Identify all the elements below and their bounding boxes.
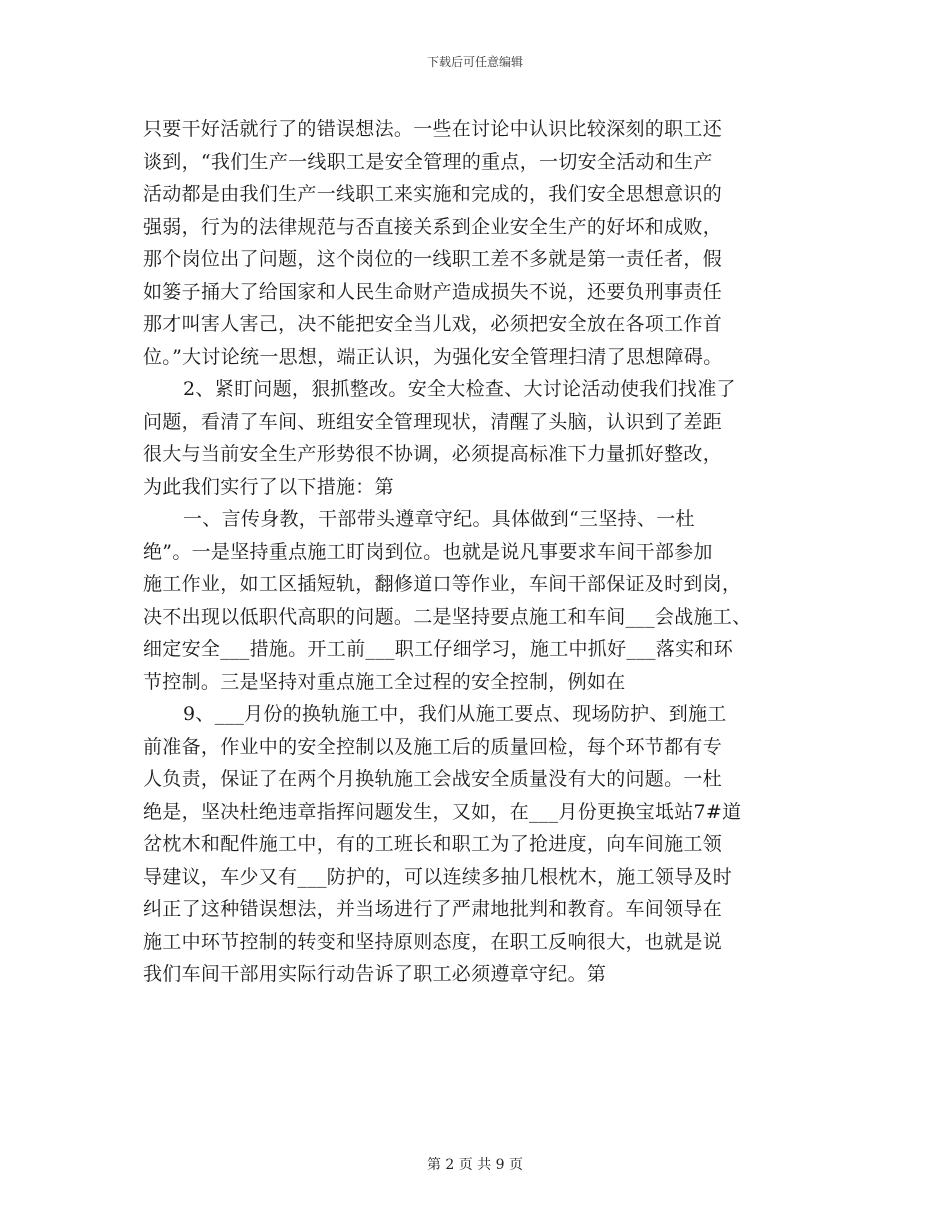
text-line: 决不出现以低职代高职的问题。二是坚持要点施工和车间___会战施工、 [143, 605, 752, 628]
text-line: 一、言传身教，干部带头遵章守纪。具体做到“三坚持、一杜 [183, 508, 695, 530]
text-line: 导建议，车少又有___防护的，可以连续多抽几根枕木，施工领导及时 [143, 865, 733, 888]
text-line: 节控制。三是坚持对重点施工全过程的安全控制，例如在 [143, 670, 626, 693]
text-line: 如篓子捅大了给国家和人民生命财产造成损失不说，还要负刑事责任 [143, 280, 723, 303]
text-line: 问题，看清了车间、班组安全管理现状，清醒了头脑，认识到了差距 [143, 410, 723, 433]
text-line: 活动都是由我们生产一线职工来实施和完成的，我们安全思想意识的 [143, 183, 723, 205]
text-line: 人负责，保证了在两个月换轨施工会战安全质量没有大的问题。一杜 [143, 768, 723, 790]
text-line: 前准备，作业中的安全控制以及施工后的质量回检，每个环节都有专 [143, 735, 723, 758]
text-line: 细定安全___措施。开工前___职工仔细学习，施工中抓好___落实和环 [143, 638, 734, 660]
text-line: 纠正了这种错误想法，并当场进行了严肃地批判和教育。车间领导在 [143, 898, 723, 920]
text-line: 为此我们实行了以下措施：第 [143, 475, 394, 498]
text-line: 位。”大讨论统一思想，端正认识，为强化安全管理扫清了思想障碍。 [143, 345, 723, 368]
text-line: 施工中环节控制的转变和坚持原则态度，在职工反响很大，也就是说 [143, 930, 723, 953]
text-line: 只要干好活就行了的错误想法。一些在讨论中认识比较深刻的职工还 [143, 118, 723, 140]
page-footer: 第 2 页 共 9 页 [426, 1157, 524, 1173]
text-line: 施工作业，如工区插短轨，翻修道口等作业，车间干部保证及时到岗， [143, 573, 742, 595]
text-line: 绝”。一是坚持重点施工盯岗到位。也就是说凡事要求车间干部参加 [143, 540, 713, 563]
text-line: 2、紧盯问题，狠抓整改。安全大检查、大讨论活动使我们找准了 [183, 378, 736, 400]
text-line: 岔枕木和配件施工中，有的工班长和职工为了抢进度，向车间施工领 [143, 833, 723, 855]
text-line: 那个岗位出了问题，这个岗位的一线职工差不多就是第一责任者，假 [143, 248, 723, 270]
text-line: 我们车间干部用实际行动告诉了职工必须遵章守纪。第 [143, 963, 607, 985]
text-line: 谈到，“我们生产一线职工是安全管理的重点，一切安全活动和生产 [143, 150, 713, 173]
body-text [143, 113, 823, 991]
page-header: 下载后可任意编辑 [426, 55, 523, 69]
text-line: 绝是，坚决杜绝违章指挥问题发生，又如，在___月份更换宝坻站7#道 [143, 800, 742, 823]
text-line: 强弱，行为的法律规范与否直接关系到企业安全生产的好坏和成败， [143, 215, 723, 238]
text-line: 那才叫害人害己，决不能把安全当儿戏，必须把安全放在各项工作首 [143, 313, 723, 335]
text-line: 9、___月份的换轨施工中，我们从施工要点、现场防护、到施工 [183, 703, 727, 725]
text-line: 很大与当前安全生产形势很不协调，必须提高标准下力量抓好整改， [143, 443, 723, 465]
